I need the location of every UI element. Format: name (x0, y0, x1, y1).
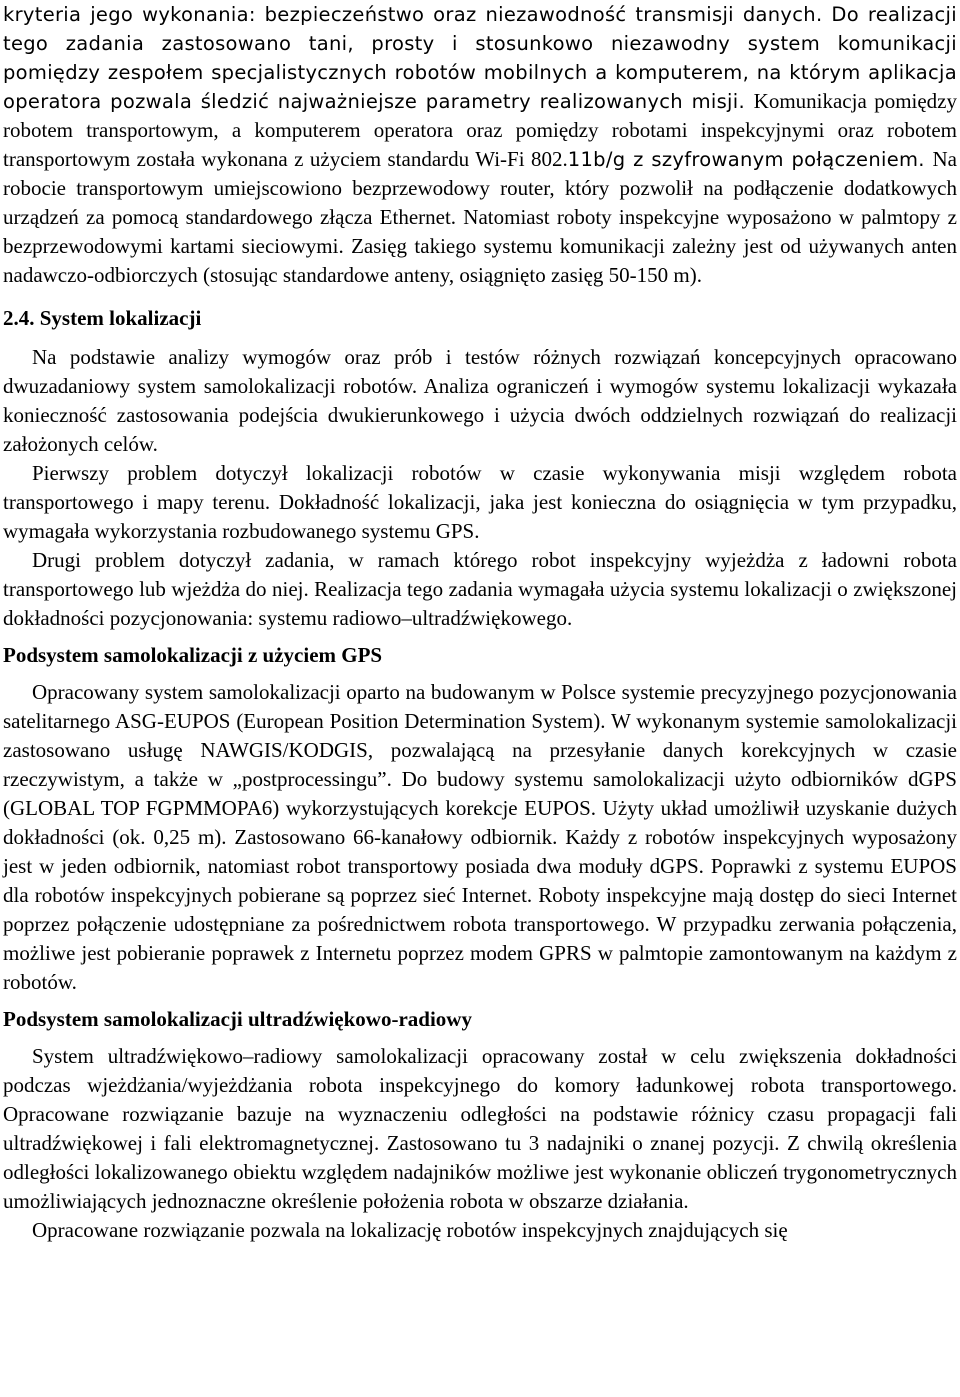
document-page (3, 0, 957, 1245)
paragraph-analysis: Na podstawie analizy wymogów oraz prób i testów różnych rozwiązań koncepcyjnych opracowano dwuzadaniowy system samolokalizacji robotów. Analiza ograniczeń i wymogów systemu lokalizacji wykazała konieczność zastosowania podejścia dwukierunkowego i użycia dwóch oddzielnych rozwiązań do realizacji założonych celów. (3, 345, 957, 456)
paragraph-intro-part3: Komunikacja pomiędzy robotem transportowym, a komputerem operatora oraz pomiędzy robotami inspekcyjnymi oraz robotem transportowym została wykonana z użyciem standardu Wi-Fi 802. (3, 89, 957, 171)
paragraph-intro-part2: Do realizacji tego zadania zastosowano tani, prosty i stosunkowo niezawodny system komunikacji pomiędzy zespołem specjalistycznych robotów mobilnych a komputerem, na którym aplikacja operatora pozwala śledzić najważniejsze parametry realizowanych misji. (3, 3, 957, 113)
paragraph-intro-part5: Na robocie transportowym umiejscowiono bezprzewodowy router, który pozwolił na podłączenie dodatkowych urządzeń za pomocą standardowego złącza Ethernet. Natomiast roboty inspekcyjne wyposażono w palmtopy z bezprzewodowymi kartami sieciowymi. Zasięg takiego systemu komunikacji zależny jest od używanych anten nadawczo-odbiorczych (stosując standardowe anteny, osiągnięto zasięg 50-150 m). (3, 147, 958, 287)
paragraph-second-problem: Drugi problem dotyczył zadania, w ramach którego robot inspekcyjny wyjeżdża z ładowni robota transportowego lub wjeżdża do niej. Realizacja tego zadania wymagała użycia systemu lokalizacji o zwiększonej dokładności pozycjonowania: systemu radiowo–ultradźwiękowego. (3, 548, 957, 630)
section-title: System lokalizacji (39, 306, 202, 330)
heading-gps-subsystem: Podsystem samolokalizacji z użyciem GPS (3, 643, 383, 667)
paragraph-radio-subsystem: System ultradźwiękowo–radiowy samolokalizacji opracowany został w celu zwiększenia dokładności podczas wjeżdżania/wyjeżdżania robota inspekcyjnego do komory ładunkowej robota transportowego. Opracowane rozwiązanie bazuje na wyznaczeniu odległości na podstawie różnicy czasu propagacji fali ultradźwiękowej i fali elektromagnetycznej. Zastosowano tu 3 nadajniki o znanej pozycji. Z chwilą określenia odległości lokalizowanego obiektu względem nadajników możliwe jest wykonanie obliczeń trygonometrycznych umożliwiających jednoznaczne określenie położenia robota w obszarze działania. (3, 1044, 957, 1213)
paragraph-intro-part1: kryteria jego wykonania: bezpieczeństwo oraz niezawodność transmisji danych. (3, 3, 832, 26)
heading-radio-subsystem: Podsystem samolokalizacji ultradźwiękowo-radiowy (3, 1007, 472, 1031)
paragraph-communication (3, 0, 957, 290)
paragraph-last: Opracowane rozwiązanie pozwala na lokalizację robotów inspekcyjnych znajdujących się (32, 1218, 788, 1242)
paragraph-gps-subsystem: Opracowany system samolokalizacji oparto na budowanym w Polsce systemie precyzyjnego pozycjonowania satelitarnego ASG-EUPOS (European Position Determination System). W wykonanym systemie samolokalizacji zastosowano usługę NAWGIS/KODGIS, pozwalającą na przesyłanie danych korekcyjnych w czasie rzeczywistym, a także w „postprocessingu”. Do budowy systemu samolokalizacji użyto odbiorników dGPS (GLOBAL TOP FGPMMOPA6) wykorzystujących korekcje EUPOS. Użyty układ umożliwił uzyskanie dużych dokładności (ok. 0,25 m). Zastosowano 66-kanałowy odbiornik. Każdy z robotów inspekcyjnych wyposażony jest w jeden odbiornik, natomiast robot transportowy posiada dwa moduły dGPS. Poprawki z systemu EUPOS dla robotów inspekcyjnych pobierane są poprzez sieć Internet. Roboty inspekcyjne mają dostęp do sieci Internet poprzez połączenie udostępniane za pośrednictwem robota transportowego. W przypadku zerwania połączenia, możliwe jest pobieranie poprawek z Internetu poprzez modem GPRS w palmtopie zamontowanym na każdym z robotów. (3, 680, 957, 994)
paragraph-intro-part4: 11b/g z szyfrowanym połączeniem. (567, 148, 933, 171)
paragraph-first-problem: Pierwszy problem dotyczył lokalizacji robotów w czasie wykonywania misji względem robota transportowego i mapy terenu. Dokładność lokalizacji, jaka jest konieczna do osiągnięcia w tym przypadku, wymagała wykorzystania rozbudowanego systemu GPS. (3, 461, 957, 543)
section-heading (3, 304, 957, 333)
section-number: 2.4. (3, 306, 35, 330)
